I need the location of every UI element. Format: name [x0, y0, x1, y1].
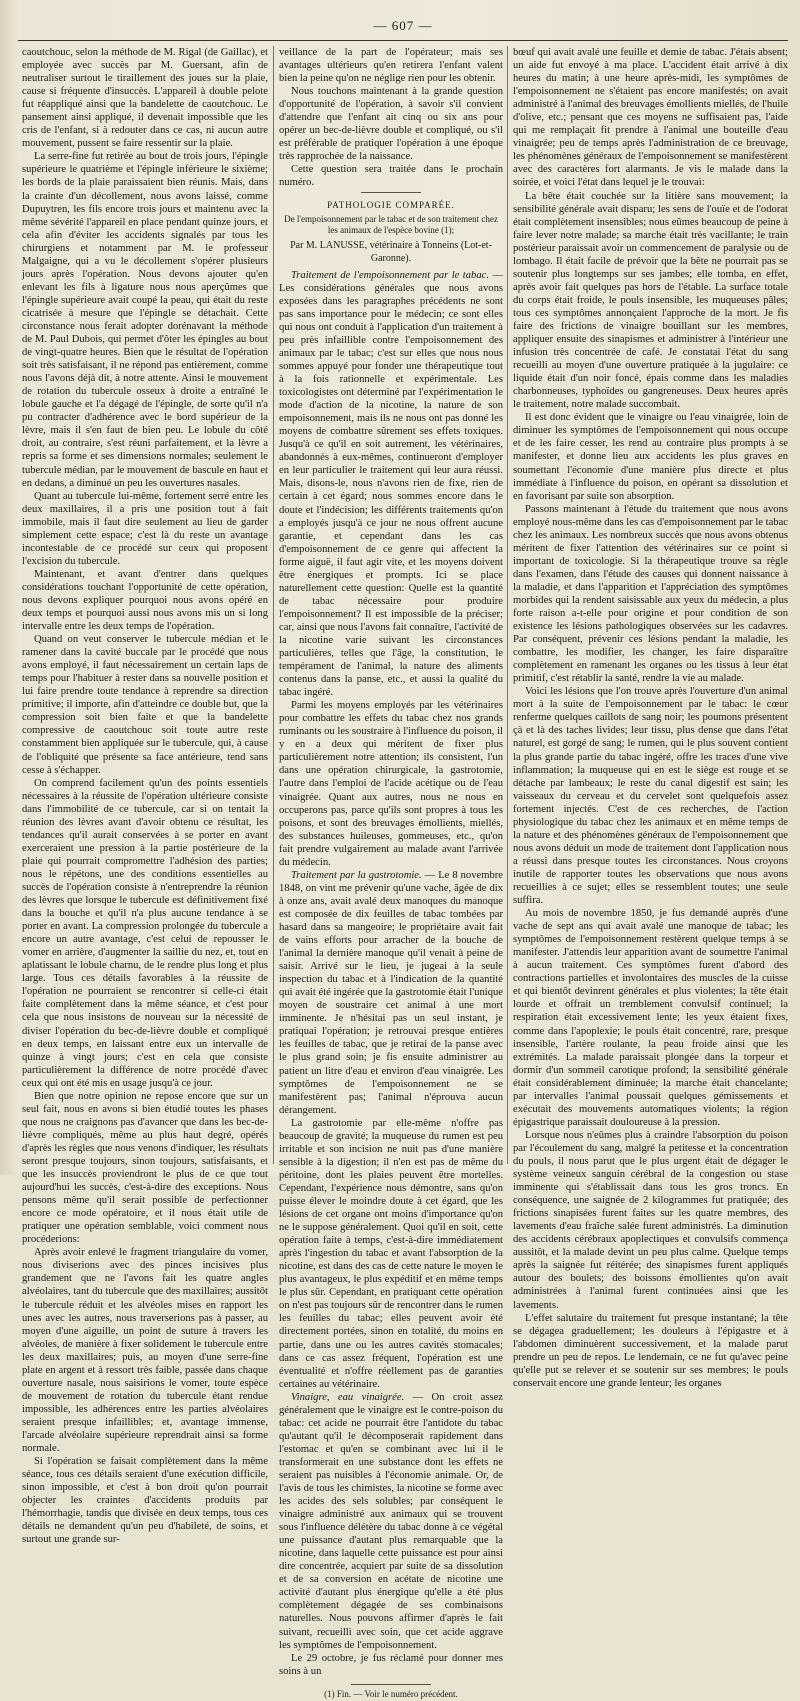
column-separator: [507, 46, 508, 1164]
paragraph: Il est donc évident que le vinaigre ou l'eau vinaigrée, loin de diminuer les symptômes de l'empoisonnement qui nous occupe et de les faire cesser, les rend au contraire plus prompts à se manifester, et donne lieu aux accidents les plus graves en soumettant l'économie d'une manière plus directe et plus immédiate à l'influence du poison, en opérant sa dissolution et en favorisant par suite son absorption.: [513, 412, 788, 502]
run-in-heading: Vinaigre, eau vinaigrée.: [291, 1391, 405, 1403]
paragraph: bœuf qui avait avalé une feuille et demie de tabac. J'étais absent; un aide fut envoyé à ma place. L'accident était arrivé à dix heures du matin; à une heure après-midi, les symptômes de l'empoisonnement ne s'étaient pas encore manifestés; on avait administré à l'animal des breuvages émollients miellés, de l'huile d'olive, etc.; pensant que ces moyens ne suffisaient pas, l'aide qui me remplaçait fit prendre à l'animal une bouteille d'eau vinaigrée; peu de temps après l'administration de ce breuvage, les phénomènes généraux de l'empoisonnement se manifestèrent avec des caractères fort alarmants. Je vis le malade dans la soirée, et voici l'état dans lequel je le trouvai:: [513, 47, 788, 189]
paragraph: [279, 269, 503, 700]
paragraph: [279, 1391, 503, 1652]
page-number: — 607 —: [373, 18, 433, 33]
paragraph: Maintenant, et avant d'entrer dans quelques considérations touchant l'opportunité de cette opération, nous devons expliquer pourquoi nous avons opéré en deux temps et pourquoi aussi nous avons mis un si long intervalle entre les deux temps de l'opération.: [22, 568, 268, 633]
column-1: [22, 46, 268, 1546]
header-rule: [18, 40, 788, 41]
footnote-rule: [351, 1684, 431, 1685]
run-in-heading: Traitement de l'empoisonnement par le tabac.: [291, 269, 489, 281]
paragraph-text: — Le 8 novembre 1848, on vint me prévenir qu'une vache, âgée de dix à onze ans, avait avalé deux manoques du manoque est composée de dix feuilles de tabac tombées par hasard dans sa mangeoire; le propriétaire avait fait de vains efforts pour arracher de la bouche de l'animal la dernière manoque qu'il venait à peine de saisir. Arrivé sur le lieu, je jugeai à la seule inspection du tabac et à l'indication de la quantité qui avait été ingérée que la gastrotomie était l'unique moyen de soustraire cet animal à une mort imminente. Je n'hésitai pas un seul instant, je pratiquai l'opération; je retrouvai presque entières les feuilles de tabac, que je retirai de la panse avec le plus grand soin; je fis ensuite administrer au patient un litre d'eau et environ d'eau vinaigrée. Les symptômes de l'empoisonnement ne se manifestèrent pas; l'animal n'éprouva aucun dérangement.: [279, 869, 503, 1116]
paragraph: Bien que notre opinion ne repose encore que sur un seul fait, nous en avons si bien étudié toutes les phases que nous ne craignons pas d'avancer que dans les bec-de-lièvre compliqués, même au plus haut degré, opérés d'après les règles que nous venons d'indiquer, les résultats seront presque toujours, sinon toujours, satisfaisants, et que les insuccès proviendront le plus de ce que tout aujourd'hui les succès, c'est-à-dire des exceptions. Nous pensons même qu'il serait possible de perfectionner encore ce mode opératoire, et il nous était utile de pratiquer une opération semblable, voici comment nous procéderions:: [22, 1090, 268, 1246]
paragraph: La bête était couchée sur la litière sans mouvement; la sensibilité générale avait disparu; les sens de l'ouïe et de l'odorat était complètement insensibles; nous eûmes beaucoup de peine à faire lever notre malade; sa marche était très vacillante; le train postérieur paraissait avoir un commencement de paralysie ou de lombago. Il était facile de prévoir que la bête ne pourrait pas se soutenir plus longtemps sur ses jambes; elle tomba, en effet, après avoir fait quelques pas hors de l'étable. La surface totale du corps était froide, le pouls insensible, les muqueuses pâles; tous ces symptômes annonçaient l'approche de la mort. Je fis faire des frictions de vinaigre bouillant sur les membres, appliquer ensuite des sinapismes et administrer à l'intérieur une infusion très concentrée de café. Je constatai l'état du sang recueilli au moyen d'une ouverture pratiquée à la jugulaire: ce liquide était d'un noir foncé, épais comme dans les maladies charbonneuses, typhoïdes ou gangreneuses. Deux heures après le traitement, notre malade succombait.: [513, 190, 788, 411]
paragraph: L'effet salutaire du traitement fut presque instantané; la tête se dégagea graduellement; les douleurs à l'épigastre et à l'abdomen diminuèrent successivement, et la malade parut prendre un peu de repos. Le lendemain, ce ne fut qu'avec peine qu'elle put se relever et se soutenir sur ses membres; le pouls conservait encore une grande lenteur; les organes: [513, 1312, 788, 1389]
paragraph: Quand on veut conserver le tubercule médian et le ramener dans la cavité buccale par le procédé que nous avons employé, il faut nécessairement un certain laps de temps pour l'habituer à rester dans sa nouvelle position et lui faire prendre toute tendance à reprendre sa direction primitive; il importe, afin d'atteindre ce double but, que la compression soit bien faite et que la bandelette compressive de caoutchouc soit toute autre reste constamment bien appliquée sur le tubercule, qui, à cause de l'obliquité que présente sa face antérieure, tend sans cesse à s'échapper.: [22, 634, 268, 776]
column-2: [279, 46, 503, 1699]
footnote: (1) Fin. — Voir le numéro précédent.: [324, 1688, 458, 1699]
paragraph: Si l'opération se faisait complètement dans la même séance, tous ces détails seraient d'une exécution difficile, sinon impossible, et c'est à bon droit qu'on pourrait objecter les craintes d'accidents produits par l'hémorrhagie, tandis que divisée en deux temps, tous ces détails ne demandent qu'un peu d'habileté, de soins, et surtout une grande sur-: [22, 1456, 268, 1546]
paragraph: On comprend facilement qu'un des points essentiels nécessaires à la réussite de l'opération ultérieure consiste dans l'immobilité de ce tubercule, car si on tentait la réunion des lèvres avant d'avoir obtenu ce résultat, les tendances qu'il aurait conservées à se porter en avant exerceraient une pression à la partie postérieure de la plaie qui pourrait compromettre l'adhésion des parties; nous le répétons, une des conditions essentielles au succès de l'opération consiste à n'entreprendre la réunion des lèvres que lorsque le tubercule est définitivement fixé dans la bouche et qu'il n'a plus aucune tendance à se porter en avant. La compression prolongée du tubercule a encore un autre avantage, c'est celui de repousser le vomer en arrière, d'augmenter la saillie du nez, et, tout en aplatissant le lobule charnu, de le rendre plus long et plus large. Tous ces détails favorables à la réussite de l'opération ne pourraient se rencontrer si celle-ci était faite complètement dans la même séance, et c'est pour cela que nous insistons de nouveau sur la nécessité de diviser l'opération du bec-de-lièvre double et compliqué en deux temps, en laissant entre eux un intervalle de quinze à vingt jours; c'est en cela que consiste particulièrement la différence de notre procédé d'avec ceux qui ont été mis en usage jusqu'à ce jour.: [22, 777, 268, 1089]
section-heading: PATHOLOGIE COMPARÉE.: [327, 199, 455, 210]
paragraph: veillance de la part de l'opérateur; mais ses avantages ultérieurs qu'en retirera l'enfant valent bien la peine qu'on ne néglige rien pour les obtenir.: [279, 47, 503, 85]
run-in-heading: Traitement par la gastrotomie.: [291, 869, 422, 881]
paragraph: La gastrotomie par elle-même n'offre pas beaucoup de gravité; la muqueuse du rumen est peu irritable et son incision ne nuit pas d'une manière sensible à la digestion; il n'en est pas de même du péritoine, dont les plaies peuvent être mortelles. Cependant, l'expérience nous démontre, sans qu'on puisse élever le moindre doute à cet égard, que les lésions de cet organe ont moins d'importance qu'on ne le suppose généralement. Quoi qu'il en soit, cette opération faite à temps, c'est-à-dire immédiatement après l'ingestion du tabac et avant l'absorption de la nicotine, est dans des cas de cette nature le moyen le plus avantageux, le plus expéditif et en même temps le plus sûr. Cependant, en pratiquant cette opération on n'est pas toujours sûr de rencontrer dans le rumen les feuilles du tabac; elles peuvent avoir été directement portées, sinon en totalité, du moins en partie, dans une ou les autres cavités stomacales; dans ce cas assez fréquent, l'opération est une éventualité et n'offre réellement pas de garanties certaines au vétérinaire.: [279, 1117, 503, 1390]
paragraph: Au mois de novembre 1850, je fus demandé auprès d'une vache de sept ans qui avait avalé une manoque de tabac; les symptômes de l'empoisonnement restèrent quelque temps à se manifester. J'attendis leur apparition avant de soumettre l'animal à aucun traitement. Ces symptômes furent d'abord des contractions partielles et involontaires des muscles de la cuisse et qui bientôt devinrent générales et plus violentes; la tête était lourde et offrait un tremblement convulsif continuel; la respiration était excessivement lente; les yeux étaient fixes, comme dans l'apoplexie; le pouls était concentré, rare, presque insensible, l'artère roulante, la peau froide ainsi que les extrémités. La malade paraissait plongée dans la torpeur et dormir d'un sommeil carotique profond; la sensibilité générale était considérablement diminuée; la marche était chancelante; par intervalles l'animal poussait quelques gémissements et exécutait des mouvements automatiques violents; la région épigastrique paraissait douloureuse à la pression.: [513, 908, 788, 1128]
paragraph: caoutchouc, selon la méthode de M. Rigal (de Gaillac), et employée avec succès par M. Guersant, afin de neutraliser surtout le tiraillement des joues sur la plaie, cause si fréquente d'insuccès. L'appareil à double pelote fut réappliqué ainsi que la bandelette de caoutchouc. Le pansement ainsi appliqué, il devenait impossible que les cris de l'enfant, si à redouter dans ce cas, ni aucun autre mouvement, pussent se faire ressentir sur la plaie.: [22, 47, 268, 150]
column-separator: [273, 46, 274, 1164]
paragraph: Après avoir enlevé le fragment triangulaire du vomer, nous diviserions avec des pinces incisives plus grandement que ne l'avons fait les quatre angles alvéolaires, tant du tubercule que des maxillaires; aussitôt le tubercule réduit et les alvéoles mises en rapport les unes avec les autres, nous traverserions pas à passer, au moyen d'une aiguille, un point de suture à travers les alvéoles, de manière à fixer solidement le tubercule entre les deux maxillaires; puis, au moyen d'une serre-fine plate en argent et à ressort très faible, passée dans chaque ouverture nasale, nous saisirions le vomer, toute espèce de mouvement de rotation du tubercule étant rendue impossible, les adhérences entre les parties alvéolaires seraient presque infaillibles; et, avantage immense, l'arcade alvéolaire supérieure reprendrait ainsi sa forme normale.: [22, 1247, 268, 1455]
paragraph-text: — Les considérations générales que nous avons exposées dans les paragraphes précédents ne sont pas sans importance pour le médecin; ce sont elles qui nous ont conduit à l'application d'un traitement à peu près infaillible contre l'empoisonnement des animaux par le tabac; c'est sur elles que nous nous sommes appuyé pour fonder une thérapeutique tout à la fois rationnelle et expérimentale. Les toxicologistes ont déterminé par l'expérimentation le mode d'action de la nicotine, la nature de son empoisonnement, mais ils ne nous ont pas donné les moyens de combattre sûrement ses effets toxiques. Jusqu'à ce qu'il en soit autrement, les vétérinaires, abandonnés à eux-mêmes, continueront d'employer en leur particulier le traitement qui leur aura réussi. Mais, disons-le, nous n'avons rien de fixe, rien de certain à cet égard; nous sommes encore dans le doute et l'indécision; les différents traitements qu'on a employés jusqu'à ce jour ne nous offrent aucune garantie, et cependant dans les cas d'empoisonnement de ce genre qui affectent la forme aiguë, il faut agir vite, et les moyens doivent être énergiques et prompts. Ici se place naturellement cette question: Quelle est la quantité de tabac nécessaire pour produire l'empoisonnement? Il est impossible de la préciser; car, ainsi que nous l'avons fait connaître, l'activité de la nicotine varie suivant les circonstances particulières, telles que l'âge, la constitution, le tempérament de l'animal, la nature des aliments contenus dans la panse, etc., et aussi la qualité du tabac ingéré.: [279, 269, 503, 699]
paragraph: Nous touchons maintenant à la grande question d'opportunité de l'opération, à savoir s'il convient d'attendre que l'enfant ait cinq ou six ans pour opérer un bec-de-lièvre double et compliqué, ou s'il est préférable de pratiquer l'opération à une époque très rapprochée de la naissance.: [279, 86, 503, 163]
paragraph: Le 29 octobre, je fus réclamé pour donner mes soins à un: [279, 1652, 503, 1677]
section-rule: [361, 192, 421, 193]
paragraph: Parmi les moyens employés par les vétérinaires pour combattre les effets du tabac chez nos grands ruminants ou les soustraire à l'influence du poison, il y en a deux qui méritent de fixer plus particulièrement notre attention; ils consistent, l'un dans une opération chirurgicale, la gastrotomie, l'autre dans l'emploi de l'acide acétique ou de l'eau vinaigrée. Quant aux autres, nous ne nous en occuperons pas, parce qu'ils sont propres à tous les poisons, et sont des breuvages émollients, miellés, des substances huileuses, gommeuses, etc., qu'on fait prendre vulgairement au malade avant l'arrivée du médecin.: [279, 700, 503, 868]
article-author: Par M. LANUSSE, vétérinaire à Tonneins (Lot-et-Garonne).: [290, 239, 492, 264]
paragraph: Quant au tubercule lui-même, fortement serré entre les deux maxillaires, il a pris une position tout à fait immobile, mais il faut dire seulement au lieu de garder simplement cette espace; c'est là du reste un avantage incontestable de ce procédé sur ceux qui proposent l'excision du tubercule.: [22, 490, 268, 567]
paragraph: Lorsque nous n'eûmes plus à craindre l'absorption du poison par l'écoulement du sang, malgré la petitesse et la concentration du pouls, il nous parut que le plus urgent était de dégager le système veineux sanguin cérébral de la congestion ou stase imminente qui s'établissait dans tous les gros troncs. En conséquence, une saignée de 2 kilogrammes fut pratiquée; des frictions sinapisées furent faites sur les quatre membres, des lavements d'eau fraîche salée furent administrés. La diminution des accidents cérébraux apoplectiques et convulsifs commença aussitôt, et la malade devint un peu plus calme. Quelque temps après la saignée fut réitérée; des sinapismes furent appliqués autour des boulets; des boissons émollientes qu'on avait administrées à l'animal furent continuées ainsi que les lavements.: [513, 1129, 788, 1311]
paragraph: Voici les lésions que l'on trouve après l'ouverture d'un animal mort à la suite de l'empoisonnement par le tabac: le cœur renferme quelques caillots de sang noir; les poumons présentent çà et là des taches livides; leur tissu, plus dense que dans l'état naturel, est gorgé de sang; le rumen, qui le plus souvent contient la plus grande partie du tabac ingéré, offre les traces d'une vive inflammation; la muqueuse qui en est le siège est rouge et se détache par lambeaux; le reste du canal digestif est sain; les vaisseaux du cerveau et du cervelet sont quelquefois assez fortement injectés. C'est de ces recherches, de l'action physiologique du tabac chez les animaux et en même temps de la nature et des phénomènes généraux de l'empoisonnement que nous avons déduit un mode de traitement dont l'application nous a réussi dans presque toutes les circonstances. Nous croyons inutile de rapporter toutes les observations que nous avons recueillies à ce sujet; elles se ressemblent toutes; une seule suffira.: [513, 686, 788, 907]
paragraph-text: — On croit assez généralement que le vinaigre est le contre-poison du tabac: cet acide ne pourrait être l'antidote du tabac qu'autant qu'il le décomposerait rapidement dans l'estomac et qu'en se combinant avec lui il le transformerait en une substance dont les effets ne seraient pas nuisibles à l'économie animale. Or, de l'avis de tous les chimistes, la nicotine se forme avec les acides des sels solubles; par conséquent le vinaigre administré aux animaux qui se trouvent sous l'influence délétère du tabac donne à ce végétal une puissance d'autant plus remarquable que la nicotine, dans laquelle cette puissance est pour ainsi dire concentrée, acquiert par suite de sa dissolution et de sa conversion en acétate de nicotine une activité d'autant plus énergique qu'elle a été plus complètement dégagée de ses combinaisons naturelles. Nous pouvons affirmer d'après le fait suivant, recueilli avec soin, que cet acide aggrave les symptômes de l'empoisonnement.: [279, 1391, 503, 1651]
column-3: [513, 46, 788, 1389]
article-title: De l'empoisonnement par le tabac et de son traitement chez les animaux de l'espèce bovine (1);: [284, 213, 498, 235]
paragraph: [279, 869, 503, 1117]
paragraph: Cette question sera traitée dans le prochain numéro.: [279, 164, 503, 189]
paragraph: La serre-fine fut retirée au bout de trois jours, l'épingle supérieure le quatrième et l'épingle inférieure le sixième; les bords de la plaie paraissaient bien réunis. Mais, dans la crainte d'un décollement, nous avons laissé, comme Dupuytren, les fils encore trois jours et maintenu avec la même sévérité l'appareil en place pendant quinze jours, et cela afin d'éviter les accidents signalés par tous les chirurgiens et notamment par M. le professeur Malgaigne, qui a vu le décollement s'opérer plusieurs jours après l'opération. Nous devons ajouter qu'en enlevant les fils à ligature nous nous aperçûmes que l'épingle supérieure avait coupé la peau, qui était du reste cicatrisée à mesure que l'épingle se détachait. Cette circonstance nous ferait adopter dorénavant la méthode de M. Paul Dubois, qui permet d'ôter les épingles au bout de vingt-quatre heures. Bien que le résultat de l'opération soit très satisfaisant, il ne répond pas entièrement, comme nous l'avons déjà dit, à notre attente. Ainsi le mouvement de rotation du tubercule osseux à droite a entraîné le lobule gauche et l'a dégagé de l'épingle, de sorte qu'il n'a pu contracter d'adhérence avec le bord supérieur de la lèvre, mais il s'en faut de bien peu. Le lobule du côté droit, au contraire, s'est réuni parfaitement, et la lèvre a repris sa forme et ses dimensions normales; seulement le tubercule médian, par le mouvement de bascule en haut et en dedans, a diminué un peu les ouvertures nasales.: [22, 151, 268, 489]
paragraph: Passons maintenant à l'étude du traitement que nous avons employé nous-même dans les cas d'empoisonnement par le tabac chez les animaux. Les nombreux succès que nous avons obtenus méritent de fixer l'attention des vétérinaires sur ce point si important de toxicologie. Si la thérapeutique trouve sa règle dans l'examen, dans l'étude des causes qui donnent naissance à la maladie, et dans l'apparition et l'appréciation des symptômes morbides qui la rendent saisissable aux yeux du médecin, a plus forte raison a-t-elle pour origine et pour condition de son existence les lésions pathologiques observées sur les cadavres. Par conséquent, prévenir ces lésions pendant la maladie, les combattre, les modifier, les changer, les faire disparaître complètement en ramenant les organes ou les tissus à leur état primitif, c'est rétablir la santé, rendre la vie au malade.: [513, 503, 788, 685]
